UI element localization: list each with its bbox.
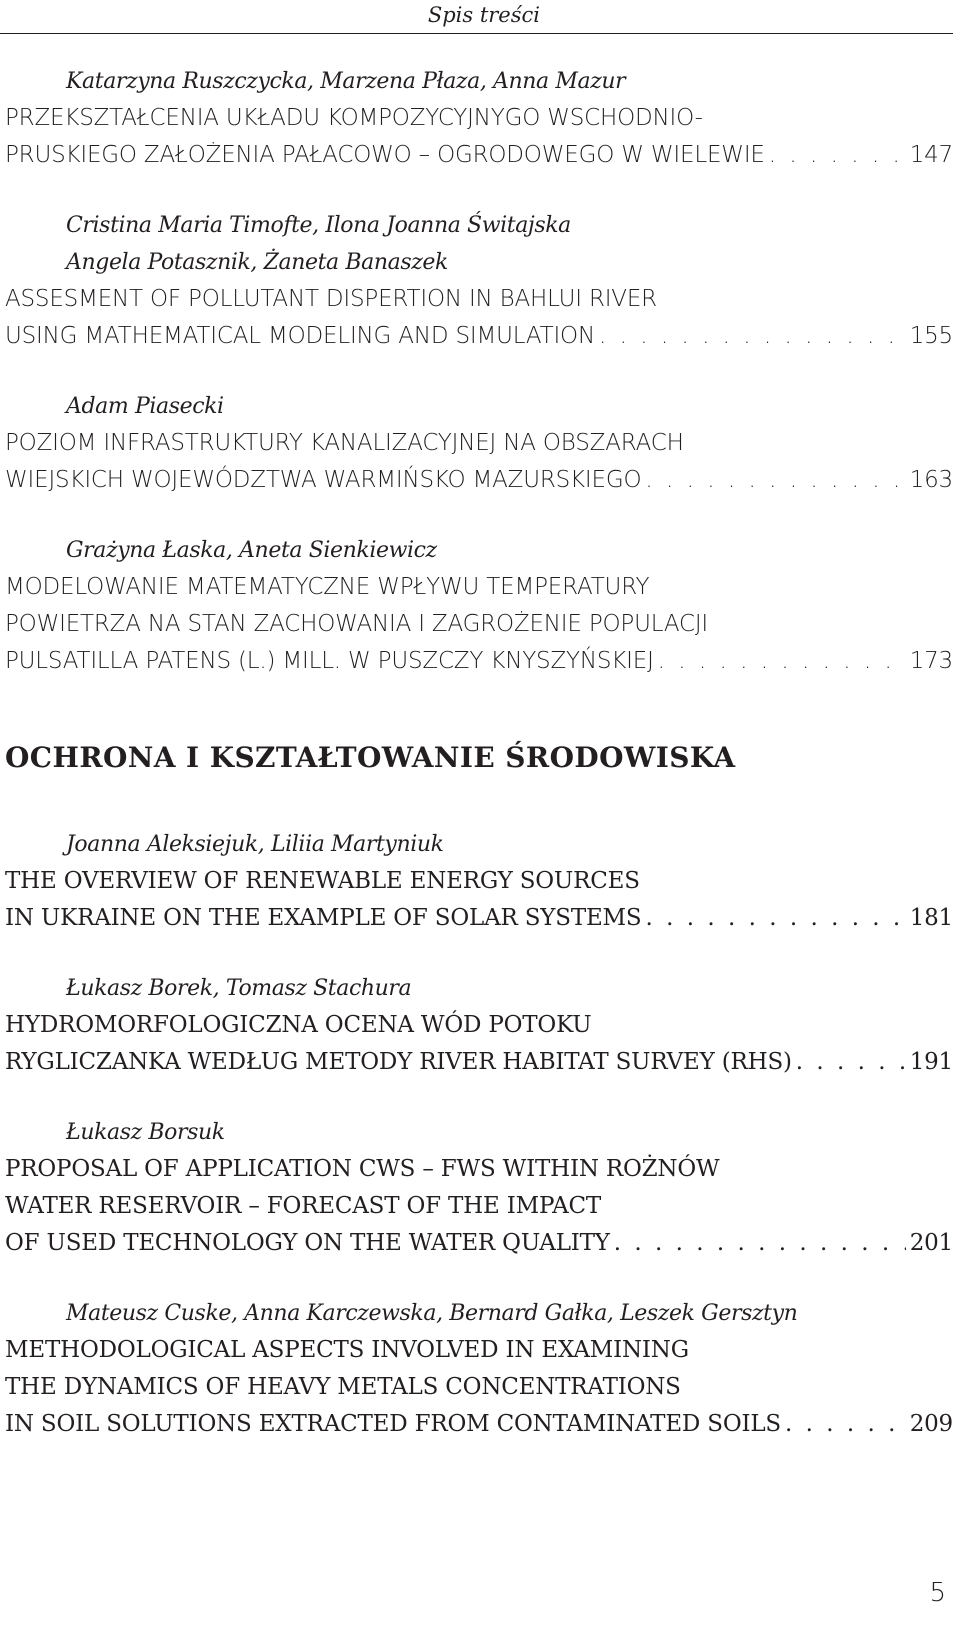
dot-leader: [645, 900, 905, 937]
entry-title-last-line: [5, 1406, 953, 1443]
entry-authors: Grażyna Łaska, Aneta Sienkiewicz: [66, 538, 437, 563]
entry-title-line: PRUSKIEGO ZAŁOŻENIA PAŁACOWO – OGRODOWEGO W WIELEWIE: [5, 142, 765, 168]
entry-title-last-line: [5, 137, 953, 174]
toc-entry[interactable]: [5, 970, 953, 1081]
entry-authors: Adam Piasecki: [66, 394, 224, 419]
entry-title-line: USING MATHEMATICAL MODELING AND SIMULATION: [5, 323, 595, 349]
dot-leader: [769, 137, 906, 174]
entry-title-line: MODELOWANIE MATEMATYCZNE WPŁYWU TEMPERATURY: [5, 574, 650, 600]
table-of-contents: [5, 63, 953, 1443]
entry-page-number: 209: [909, 1411, 953, 1437]
toc-entry[interactable]: [5, 532, 953, 680]
entry-page-number: 147: [909, 142, 953, 168]
entry-title-line: HYDROMORFOLOGICZNA OCENA WÓD POTOKU: [5, 1012, 592, 1038]
entry-page-number: 173: [909, 648, 953, 674]
entry-title-line: METHODOLOGICAL ASPECTS INVOLVED IN EXAMINING: [5, 1337, 689, 1363]
toc-entry[interactable]: [5, 1295, 953, 1443]
entry-title-line: OF USED TECHNOLOGY ON THE WATER QUALITY: [5, 1230, 610, 1256]
entry-title-line: IN UKRAINE ON THE EXAMPLE OF SOLAR SYSTEMS: [5, 905, 642, 931]
entry-title-line: ASSESMENT OF POLLUTANT DISPERTION IN BAHLUI RIVER: [5, 286, 657, 312]
entry-page-number: 155: [909, 323, 953, 349]
dot-leader: [785, 1406, 906, 1443]
entry-title-line: RYGLICZANKA WEDŁUG METODY RIVER HABITAT SURVEY (RHS): [5, 1049, 792, 1075]
entry-title-line: POZIOM INFRASTRUKTURY KANALIZACYJNEJ NA OBSZARACH: [5, 430, 684, 456]
toc-entry[interactable]: [5, 207, 953, 355]
dot-leader: [599, 318, 906, 355]
entry-title-line: PROPOSAL OF APPLICATION CWS – FWS WITHIN ROŻNÓW: [5, 1156, 720, 1182]
entry-page-number: 181: [909, 905, 953, 931]
entry-title-line: WATER RESERVOIR – FORECAST OF THE IMPACT: [5, 1193, 602, 1219]
entry-title-line: IN SOIL SOLUTIONS EXTRACTED FROM CONTAMINATED SOILS: [5, 1411, 781, 1437]
entry-title-last-line: [5, 462, 953, 499]
dot-leader: [796, 1044, 906, 1081]
page-number: 5: [929, 1578, 946, 1608]
entry-page-number: 191: [909, 1049, 953, 1075]
toc-entry[interactable]: [5, 388, 953, 499]
entry-page-number: 201: [909, 1230, 953, 1256]
entry-authors: Joanna Aleksiejuk, Liliia Martyniuk: [66, 832, 444, 857]
entry-title-last-line: [5, 1044, 953, 1081]
entry-page-number: 163: [909, 467, 953, 493]
dot-leader: [614, 1225, 906, 1262]
entry-title-last-line: [5, 1225, 953, 1262]
section-heading: OCHRONA I KSZTAŁTOWANIE ŚRODOWISKA: [5, 741, 736, 774]
running-head-text: Spis treści: [427, 3, 540, 27]
entry-title-line: POWIETRZA NA STAN ZACHOWANIA I ZAGROŻENIE POPULACJI: [5, 611, 709, 637]
entry-authors: Katarzyna Ruszczycka, Marzena Płaza, Anna Mazur: [66, 69, 626, 94]
entry-title-line: PRZEKSZTAŁCENIA UKŁADU KOMPOZYCYJNYGO WSCHODNIO-: [5, 105, 703, 131]
toc-entry[interactable]: [5, 63, 953, 174]
entry-title-line: THE OVERVIEW OF RENEWABLE ENERGY SOURCES: [5, 868, 640, 894]
entry-title-last-line: [5, 643, 953, 680]
entry-title-last-line: [5, 318, 953, 355]
entry-authors: Mateusz Cuske, Anna Karczewska, Bernard Gałka, Leszek Gersztyn: [66, 1301, 798, 1326]
entry-title-line: WIEJSKICH WOJEWÓDZTWA WARMIŃSKO MAZURSKIEGO: [5, 467, 642, 493]
entry-authors: Angela Potasznik, Żaneta Banaszek: [66, 250, 448, 275]
toc-entry[interactable]: [5, 1114, 953, 1262]
dot-leader: [658, 643, 906, 680]
entry-authors: Łukasz Borek, Tomasz Stachura: [66, 976, 412, 1001]
dot-leader: [645, 462, 905, 499]
entry-title-line: PULSATILLA PATENS (L.) MILL. W PUSZCZY KNYSZYŃSKIEJ: [5, 648, 654, 674]
entry-title-last-line: [5, 900, 953, 937]
entry-authors: Cristina Maria Timofte, Ilona Joanna Świtajska: [66, 213, 571, 238]
toc-group-a: [5, 63, 953, 680]
running-head: [0, 0, 953, 34]
entry-authors: Łukasz Borsuk: [66, 1120, 225, 1145]
toc-group-b: [5, 826, 953, 1443]
entry-title-line: THE DYNAMICS OF HEAVY METALS CONCENTRATIONS: [5, 1374, 681, 1400]
toc-entry[interactable]: [5, 826, 953, 937]
